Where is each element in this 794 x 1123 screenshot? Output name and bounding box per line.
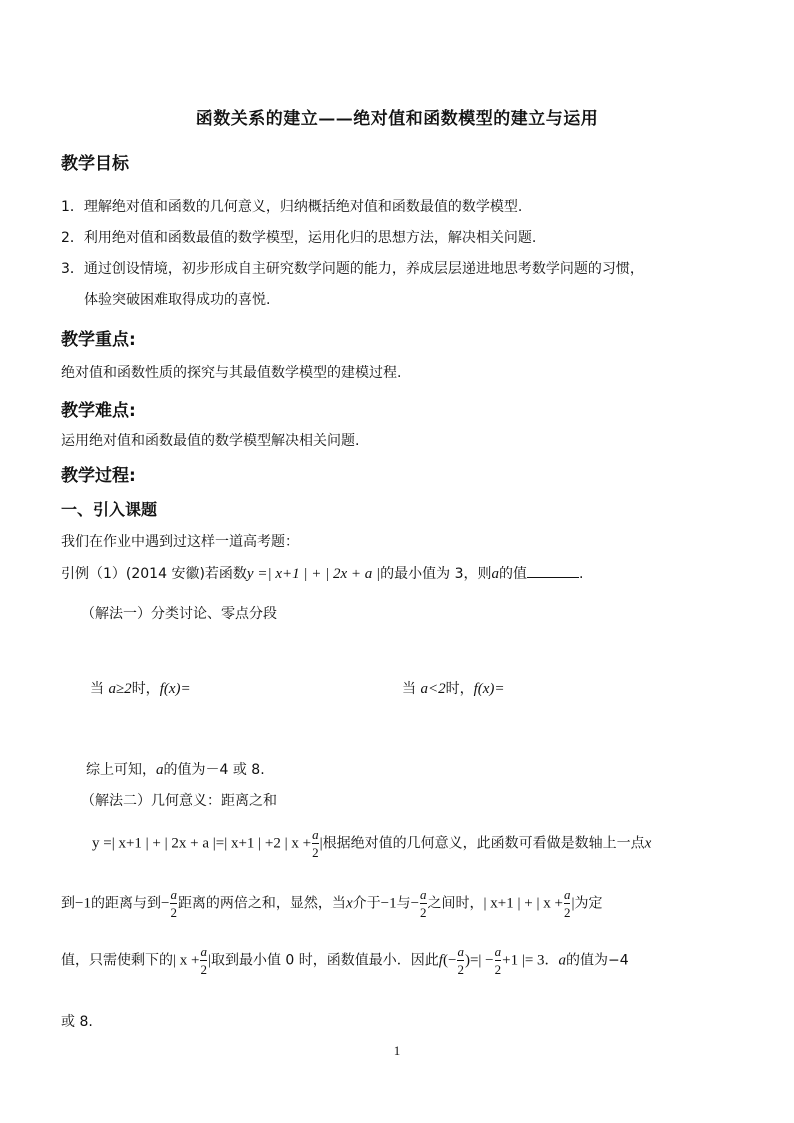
objective-item-2 <box>61 227 536 247</box>
fraction-a-over-2: $\frac{a}{2}$ <box>494 944 502 977</box>
objective-text: 理解绝对值和函数的几何意义，归纳概括绝对值和函数最值的数学模型. <box>83 199 523 215</box>
fraction-a-over-2: $\frac{a}{2}$ <box>200 944 207 977</box>
case-2: 当 a<2时，f(x)= <box>402 681 505 697</box>
method-2-line-2: 到−1的距离与到− $\frac{a}{2}$ 距离的两倍之和，显然，当x介于−1与− $\frac{a}{2}$ 之间时，| x+1 | + | x + $\frac{a}{2}$ |为定 <box>61 887 603 920</box>
method-2-line-1: y =| x+1 | + | 2x + a |=| x+1 | +2 | x + $\frac{a}{2}$ |根据绝对值的几何意义，此函数可看做是数轴上一点x <box>92 827 652 860</box>
formula: y =| x+1 | + | 2x + a |=| x+1 | +2 | x + <box>92 835 312 852</box>
answer-blank[interactable] <box>527 563 579 578</box>
objective-item-1 <box>61 196 522 216</box>
case-1: 当 a≥2时，f(x)= <box>90 681 191 697</box>
fraction-a-over-2: $\frac{a}{2}$ <box>457 944 464 977</box>
fraction-a-over-2: $\frac{a}{2}$ <box>170 887 177 920</box>
difficulties-text: 运用绝对值和函数最值的数学模型解决相关问题. <box>61 433 360 449</box>
intro-text: 我们在作业中遇到过这样一道高考题： <box>61 534 299 550</box>
objective-text: 利用绝对值和函数最值的数学模型，运用化归的思想方法，解决相关问题. <box>83 230 537 246</box>
difficulties-heading: 教学难点: <box>61 401 136 421</box>
method-2-line-3: 值，只需使剩下的| x + $\frac{a}{2}$ |取到最小值 0 时，函数值最小．因此f(− $\frac{a}{2}$ )=| − $\frac{a}{2}$ +1 |= 3．a的值为−4 <box>61 944 629 977</box>
objective-item-3 <box>61 258 644 278</box>
objective-num: 3． <box>61 261 84 277</box>
objective-num: 1． <box>61 199 84 215</box>
key-points-heading: 教学重点: <box>61 330 136 350</box>
example-1: 引例（1）(2014 安徽)若函数y =| x+1 | + | 2x + a |的最小值为 3，则a的值 . <box>61 563 583 583</box>
objectives-heading: 教学目标 <box>61 154 129 174</box>
fraction-a-over-2: $\frac{a}{2}$ <box>312 827 319 860</box>
method-2-line-4: 或 8. <box>61 1014 93 1030</box>
objective-num: 2． <box>61 230 84 246</box>
method-1-conclusion: 综上可知，a的值为－4 或 8. <box>86 762 265 778</box>
method-2-label: （解法二）几何意义：距离之和 <box>81 793 277 809</box>
process-heading: 教学过程: <box>61 466 136 486</box>
method-1-label: （解法一）分类讨论、零点分段 <box>81 606 277 622</box>
objective-text: 通过创设情境，初步形成自主研究数学问题的能力，养成层层递进地思考数学问题的习惯， <box>83 261 644 277</box>
fraction-a-over-2: $\frac{a}{2}$ <box>563 887 571 920</box>
objective-item-3-cont: 体验突破困难取得成功的喜悦. <box>84 292 271 308</box>
page-title: 函数关系的建立——绝对值和函数模型的建立与运用 <box>195 109 599 129</box>
example-formula: y =| x+1 | + | 2x + a | <box>246 566 381 582</box>
key-points-text: 绝对值和函数性质的探究与其最值数学模型的建模过程. <box>61 365 402 381</box>
section-1-heading: 一、引入课题 <box>61 500 158 519</box>
page-number: 1 <box>393 1043 401 1058</box>
fraction-a-over-2: $\frac{a}{2}$ <box>420 887 427 920</box>
